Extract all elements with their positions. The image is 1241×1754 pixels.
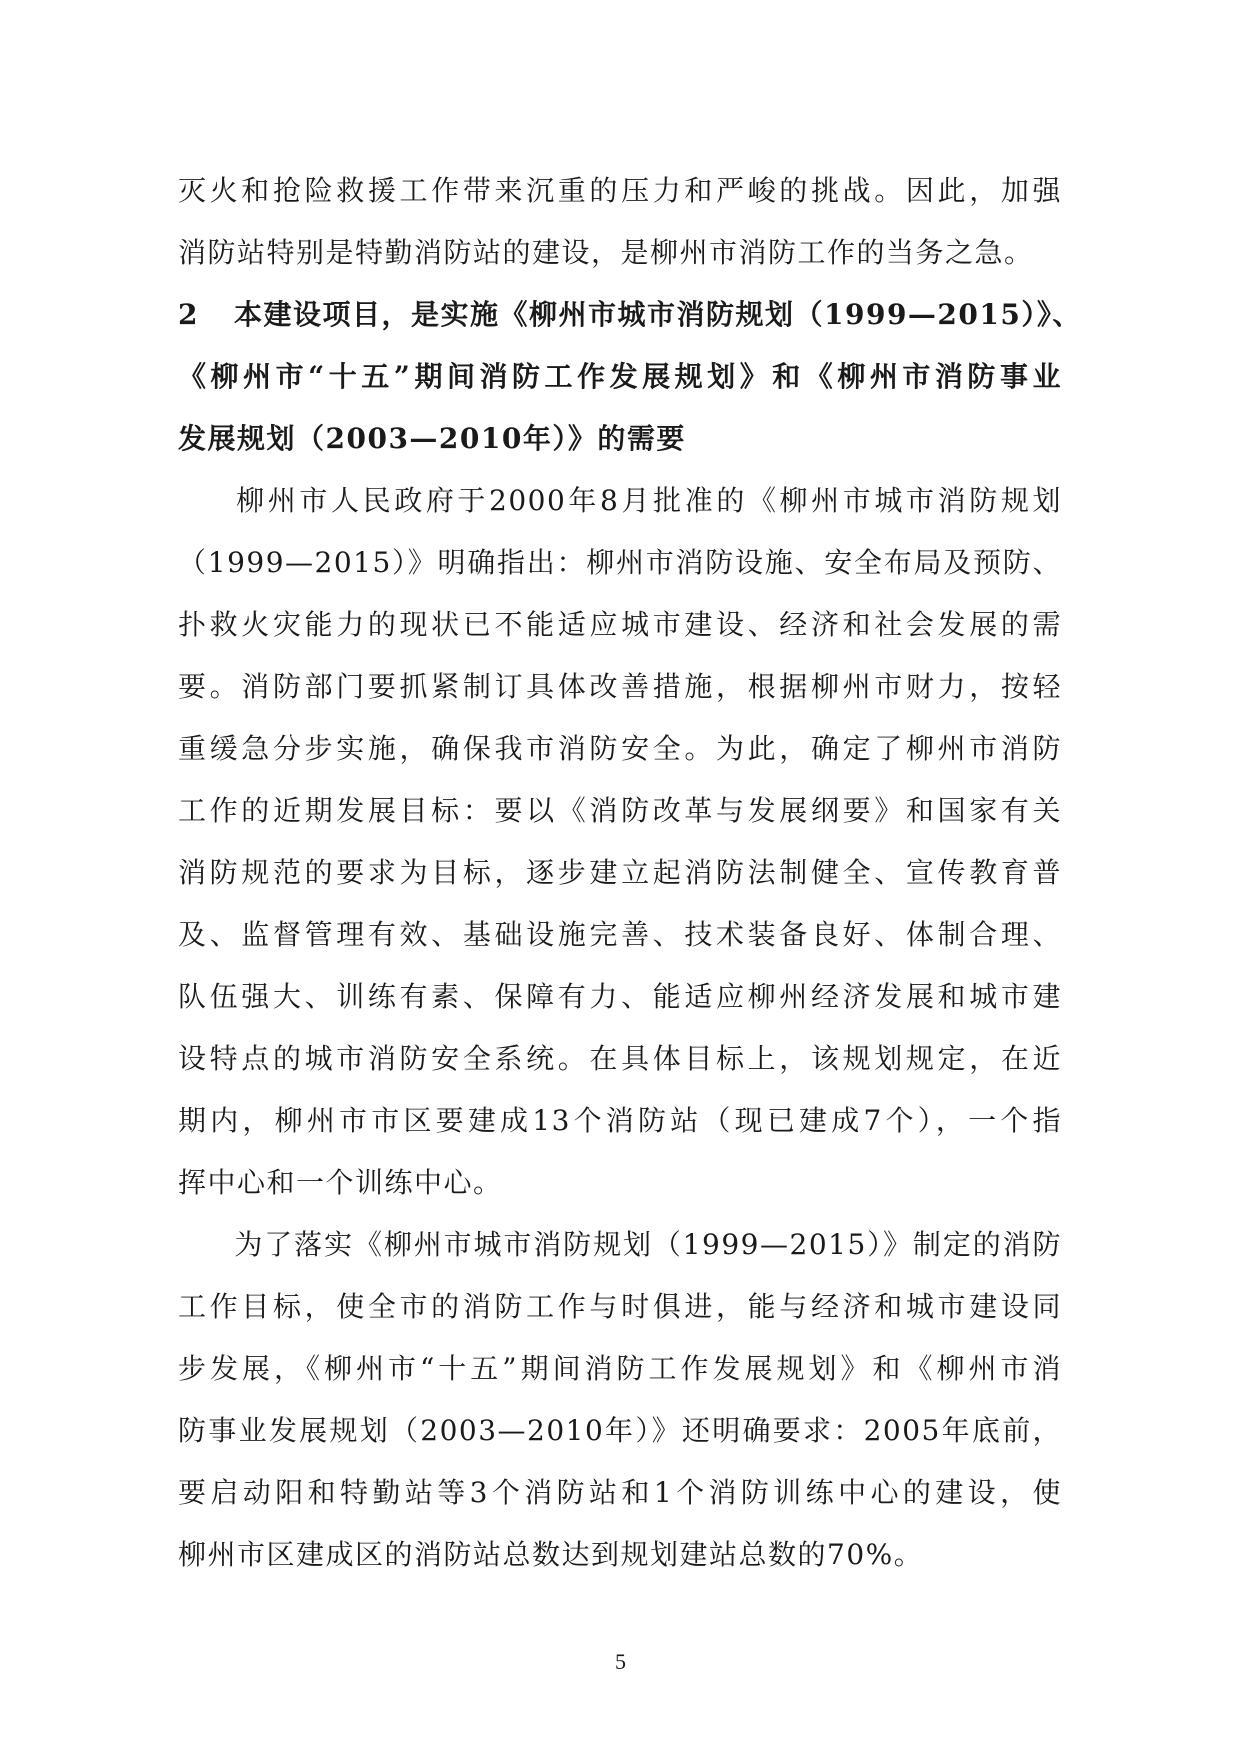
- text-line-content: 柳州市人民政府于2000年8月批准的《柳州市城市消防规划: [234, 484, 1062, 517]
- text-line: 期内，柳州市市区要建成13个消防站（现已建成7个），一个指: [178, 1104, 1062, 1137]
- text-line: 消防规范的要求为目标，逐步建立起消防法制健全、宣传教育普: [178, 856, 1062, 889]
- text-line: 及、监督管理有效、基础设施完善、技术装备良好、体制合理、: [178, 918, 1062, 951]
- text-line: 工作目标，使全市的消防工作与时俱进，能与经济和城市建设同: [178, 1290, 1062, 1323]
- text-line: 重缓急分步实施，确保我市消防安全。为此，确定了柳州市消防: [178, 732, 1062, 765]
- text-line: 挥中心和一个训练中心。: [178, 1166, 503, 1199]
- text-line: 工作的近期发展目标：要以《消防改革与发展纲要》和国家有关: [178, 794, 1062, 827]
- section-heading: [178, 284, 1082, 470]
- text-line: 步发展，《柳州市“十五”期间消防工作发展规划》和《柳州市消: [178, 1352, 1062, 1385]
- heading-line: 发展规划（2003—2010年）》的需要: [178, 422, 686, 455]
- text-line: 扑救火灾能力的现状已不能适应城市建设、经济和社会发展的需: [178, 608, 1062, 641]
- text-line: 消防站特别是特勤消防站的建设，是柳州市消防工作的当务之急。: [178, 236, 1034, 269]
- text-line-content: 为了落实《柳州市城市消防规划（1999—2015）》制定的消防: [234, 1228, 1062, 1261]
- heading-text: 本建设项目，是实施《柳州市城市消防规划（1999—2015）》、: [234, 298, 1082, 331]
- text-line: （1999—2015）》明确指出：柳州市消防设施、安全布局及预防、: [178, 546, 1062, 579]
- text-line: [178, 470, 1062, 532]
- intro-paragraph: [178, 160, 1062, 284]
- text-line: 队伍强大、训练有素、保障有力、能适应柳州经济发展和城市建: [178, 980, 1062, 1013]
- heading-number: 2: [178, 298, 199, 331]
- text-line: 要。消防部门要抓紧制订具体改善措施，根据柳州市财力，按轻: [178, 670, 1062, 703]
- heading-line: [178, 284, 1082, 346]
- text-line: 设特点的城市消防安全系统。在具体目标上，该规划规定，在近: [178, 1042, 1062, 1075]
- heading-line: 《柳州市“十五”期间消防工作发展规划》和《柳州市消防事业: [178, 360, 1062, 393]
- text-line: 防事业发展规划（2003—2010年）》还明确要求：2005年底前，: [178, 1414, 1062, 1447]
- paragraph-2: [178, 1214, 1062, 1586]
- paragraph-1: [178, 470, 1062, 1214]
- document-body: [178, 160, 1082, 1586]
- text-line: 灭火和抢险救援工作带来沉重的压力和严峻的挑战。因此，加强: [178, 174, 1062, 207]
- page-number: 5: [615, 1649, 626, 1674]
- text-line: [178, 1214, 1062, 1276]
- text-line: 柳州市区建成区的消防站总数达到规划建站总数的70%。: [178, 1538, 924, 1571]
- text-line: 要启动阳和特勤站等3个消防站和1个消防训练中心的建设，使: [178, 1476, 1062, 1509]
